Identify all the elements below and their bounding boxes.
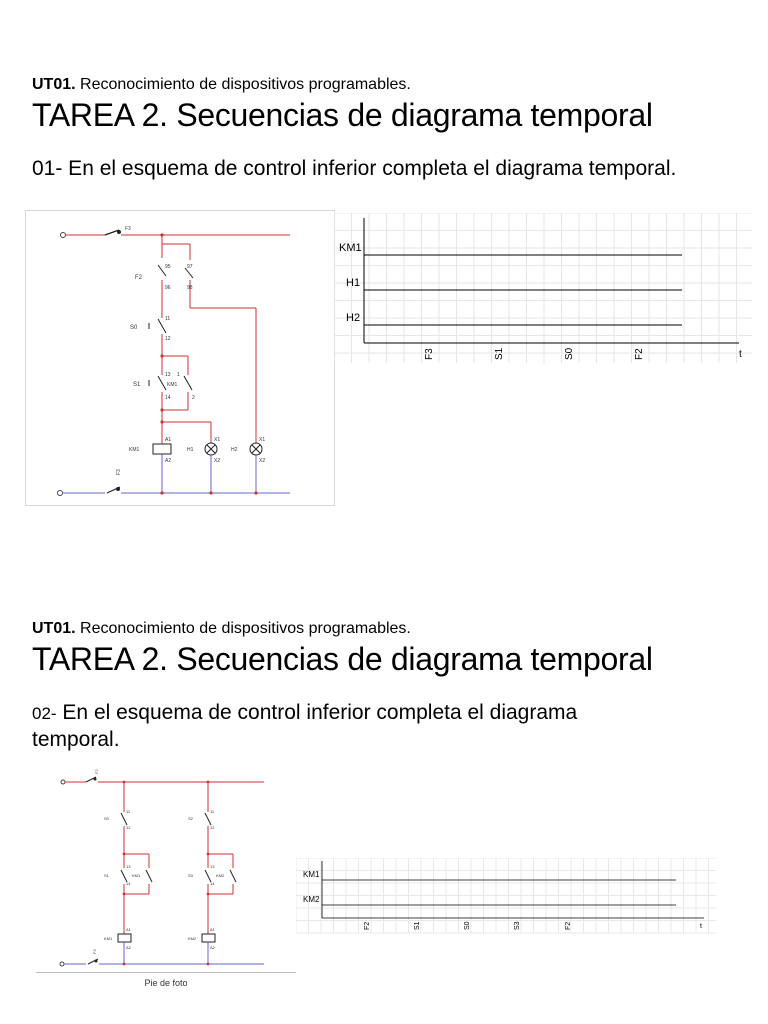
- circuit-label: 12: [165, 336, 171, 342]
- signal-label-km2: KM2: [303, 895, 320, 904]
- circuit-label: 11: [126, 809, 131, 814]
- circuit-label: KM1: [132, 873, 141, 878]
- event-label: F2: [565, 921, 572, 930]
- event-label: S1: [414, 921, 421, 930]
- instruction-2: [32, 700, 632, 753]
- circuit-label: A1: [210, 927, 215, 932]
- circuit-label: 98: [187, 285, 193, 291]
- circuit-label: A2: [165, 458, 172, 464]
- event-label: S1: [494, 347, 505, 360]
- circuit-label: X1: [259, 437, 266, 443]
- circuit-label: 96: [165, 285, 171, 291]
- instruction-1: 01- En el esquema de control inferior completa el diagrama temporal.: [32, 157, 677, 180]
- signal-label-h1: H1: [346, 277, 361, 289]
- circuit-label: 14: [165, 395, 171, 401]
- unit-code: UT01.: [32, 620, 76, 637]
- circuit-label: S0: [130, 325, 138, 331]
- signal-label-km1: KM1: [303, 870, 320, 879]
- circuit-label: S1: [133, 382, 141, 388]
- circuit-label: F2: [94, 769, 99, 774]
- circuit-label: X2: [214, 458, 221, 464]
- circuit-label: H1: [187, 447, 194, 453]
- circuit-label: KM1: [129, 447, 140, 453]
- circuit-label: 1: [177, 372, 180, 378]
- circuit-label: 95: [165, 264, 171, 270]
- circuit-label: X2: [259, 458, 266, 464]
- circuit-label: A2: [126, 945, 131, 950]
- circuit-label: S3: [188, 873, 193, 878]
- time-axis-label: t: [700, 923, 702, 930]
- unit-heading-2: [32, 620, 411, 638]
- event-label: F2: [364, 921, 371, 930]
- circuit-label: A2: [210, 945, 215, 950]
- figure-caption: Pie de foto: [144, 978, 188, 988]
- circuit-label: F2: [92, 949, 97, 954]
- circuit-label: X1: [214, 437, 221, 443]
- circuit-label: 12: [126, 825, 131, 830]
- circuit-label: F3: [116, 469, 122, 475]
- circuit-label: S1: [104, 873, 109, 878]
- unit-code: UT01.: [32, 76, 76, 93]
- circuit-label: 13: [126, 864, 131, 869]
- circuit-label: S2: [188, 816, 193, 821]
- circuit-label: A1: [126, 927, 131, 932]
- event-label: S0: [464, 921, 471, 930]
- circuit-label: 11: [210, 809, 215, 814]
- circuit-label: F3: [125, 226, 131, 232]
- signal-label-km1: KM1: [339, 242, 362, 254]
- control-circuit-1: [25, 210, 335, 506]
- circuit-label: 14: [210, 881, 215, 886]
- timing-diagram-2: [296, 858, 716, 936]
- signal-label-h2: H2: [346, 312, 361, 324]
- circuit-label: KM2: [188, 936, 197, 941]
- circuit-label: KM1: [104, 936, 113, 941]
- page-title: TAREA 2. Secuencias de diagrama temporal: [32, 97, 653, 133]
- instruction-text: En el esquema de control inferior completa el diagrama temporal.: [32, 701, 578, 751]
- unit-text: Reconocimiento de dispositivos programables.: [80, 620, 411, 637]
- circuit-label: 11: [165, 316, 171, 322]
- event-label: F2: [634, 348, 645, 360]
- circuit-label: KM1: [167, 382, 178, 388]
- event-label: F3: [424, 348, 435, 360]
- event-label: S0: [564, 347, 575, 360]
- unit-text: Reconocimiento de dispositivos programables.: [80, 76, 411, 93]
- time-axis-label: t: [739, 349, 742, 360]
- page-title-2: TAREA 2. Secuencias de diagrama temporal: [32, 641, 653, 677]
- circuit-label: A1: [165, 437, 172, 443]
- circuit-label: 97: [187, 264, 193, 270]
- circuit-label: KM2: [216, 873, 225, 878]
- circuit-label: 13: [210, 864, 215, 869]
- circuit-label: F2: [135, 275, 143, 281]
- unit-heading-1: [32, 76, 411, 94]
- event-label: S3: [514, 921, 521, 930]
- control-circuit-2: [36, 758, 296, 973]
- circuit-label: H2: [231, 447, 238, 453]
- instruction-number: 02-: [32, 704, 57, 723]
- circuit-label: 13: [165, 372, 171, 378]
- circuit-label: 2: [192, 395, 195, 401]
- circuit-label: 12: [210, 825, 215, 830]
- timing-diagram-1: [334, 213, 752, 368]
- circuit-label: S0: [104, 816, 109, 821]
- circuit-label: 14: [126, 881, 131, 886]
